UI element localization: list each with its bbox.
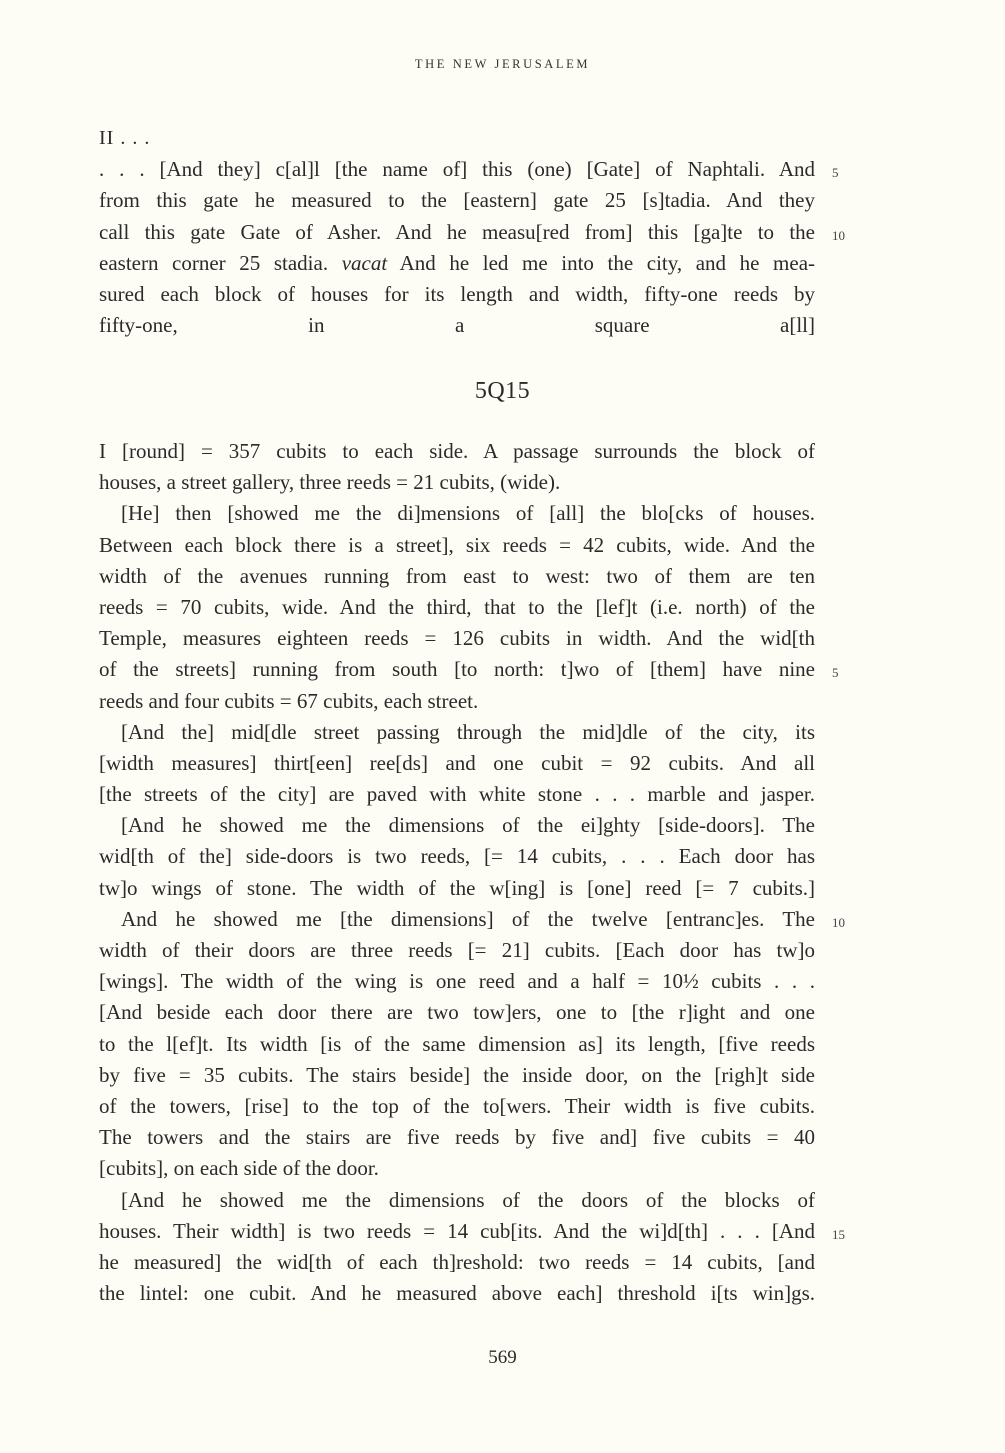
line-text: And he showed me [the dimensions] of the twelve [entranc]es. The [121, 906, 815, 931]
text-line [99, 623, 815, 654]
text-line [99, 654, 839, 685]
line-number: 5 [832, 665, 839, 681]
line-text: to the l[ef]t. Its width [is of the same dimension as] its length, [five reeds [99, 1031, 815, 1056]
text-line [99, 217, 845, 248]
line-number: 5 [832, 165, 839, 181]
text-line [99, 904, 845, 935]
section-ii-text [99, 123, 845, 341]
text-line [99, 279, 815, 310]
text-line [99, 810, 815, 841]
text-line [99, 717, 815, 748]
text-line [99, 935, 815, 966]
text-line [99, 436, 815, 467]
line-number: 10 [832, 914, 845, 930]
line-text: The towers and the stairs are five reeds by five and] five cubits = 40 [99, 1125, 815, 1150]
text-line [99, 1091, 815, 1122]
line-text: reeds and four cubits = 67 cubits, each street. [99, 688, 479, 713]
line-text: wid[th of the] side-doors is two reeds, [= 14 cubits, . . . Each door has [99, 844, 815, 869]
line-number: 15 [832, 1226, 845, 1242]
line-text: I [round] = 357 cubits to each side. A passage surrounds the block of [99, 439, 815, 463]
line-text: houses, a street gallery, three reeds = 21 cubits, (wide). [99, 470, 561, 495]
line-text: by five = 35 cubits. The stairs beside] the inside door, on the [righ]t side [99, 1062, 815, 1087]
text-line [99, 310, 815, 341]
column-heading: II . . . [99, 127, 151, 149]
line-text: [And he showed me the dimensions of the ei]ghty [side-doors]. The [121, 813, 815, 838]
text-line [99, 530, 815, 561]
text-line [99, 1247, 815, 1278]
line-text: of the towers, [rise] to the top of the to[wers. Their width is five cubits. [99, 1093, 815, 1118]
text-line [99, 498, 815, 529]
line-text: width of the avenues running from east to west: two of them are ten [99, 563, 815, 588]
text-line [99, 467, 815, 498]
text-line [99, 997, 815, 1028]
section-title: 5Q15 [474, 378, 531, 404]
text-line [99, 1216, 845, 1247]
text-line [99, 1029, 815, 1060]
text-line [99, 154, 839, 185]
line-text: [And he showed me the dimensions of the doors of the blocks of [121, 1187, 815, 1212]
line-text: [cubits], on each side of the door. [99, 1156, 379, 1181]
line-text: [width measures] thirt[een] ree[ds] and one cubit = 92 cubits. And all [99, 750, 815, 775]
text-line [99, 966, 815, 997]
text-line [99, 561, 815, 592]
line-text-pre: eastern corner 25 stadia. [99, 250, 329, 275]
text-line [99, 748, 815, 779]
running-head: THE NEW JERUSALEM [414, 57, 591, 71]
line-text: sured each block of houses for its length and width, fifty-one reeds by [99, 281, 815, 306]
line-text: of the streets] running from south [to north: t]wo of [them] have nine [99, 657, 815, 682]
line-text: fifty-one, in a square a[ll] [99, 313, 815, 338]
text-line [99, 1153, 815, 1184]
text-line [99, 841, 815, 872]
line-text: Between each block there is a street], six reeds = 42 cubits, wide. And the [99, 532, 815, 557]
line-text: the lintel: one cubit. And he measured above each] threshold i[ts win]gs. [99, 1281, 815, 1306]
line-text: [He] then [showed me the di]mensions of [all] the blo[cks of houses. [121, 501, 815, 526]
line-text: houses. Their width] is two reeds = 14 cub[its. And the wi]d[th] . . . [And [99, 1218, 815, 1243]
line-text: [And the] mid[dle street passing through the mid]dle of the city, its [121, 719, 815, 744]
text-line [99, 248, 815, 279]
line-number: 10 [832, 227, 845, 243]
text-line [99, 1185, 815, 1216]
line-text: . . . [And they] c[al]l [the name of] this (one) [Gate] of Naphtali. And [99, 157, 815, 182]
line-text: [wings]. The width of the wing is one reed and a half = 10½ cubits . . . [99, 969, 815, 994]
line-text: Temple, measures eighteen reeds = 126 cubits in width. And the wid[th [99, 626, 815, 651]
line-text: call this gate Gate of Asher. And he measu[red from] this [ga]te to the [99, 219, 815, 244]
line-text: from this gate he measured to the [eastern] gate 25 [s]tadia. And they [99, 188, 815, 213]
page-number: 569 [488, 1347, 517, 1368]
text-line [99, 1122, 815, 1153]
line-text: he measured] the wid[th of each th]reshold: two reeds = 14 cubits, [and [99, 1249, 815, 1274]
text-line [99, 873, 815, 904]
text-line [99, 779, 815, 810]
line-text: [the streets of the city] are paved with white stone . . . marble and jasper. [99, 782, 815, 807]
line-text: reeds = 70 cubits, wide. And the third, that to the [lef]t (i.e. north) of the [99, 594, 815, 619]
line-text: [And beside each door there are two tow]ers, one to [the r]ight and one [99, 1000, 815, 1025]
line-text-post: And he led me into the city, and he mea- [399, 250, 816, 275]
text-line [99, 1060, 815, 1091]
vacat-mark: vacat [341, 250, 388, 275]
line-text: tw]o wings of stone. The width of the w[ing] is [one] reed [= 7 cubits.] [99, 875, 815, 900]
text-line [99, 1278, 815, 1309]
line-text: width of their doors are three reeds [= 21] cubits. [Each door has tw]o [99, 938, 815, 962]
section-5q15-text [99, 436, 845, 1309]
text-line [99, 686, 815, 717]
text-line [99, 592, 815, 623]
text-line [99, 185, 815, 216]
